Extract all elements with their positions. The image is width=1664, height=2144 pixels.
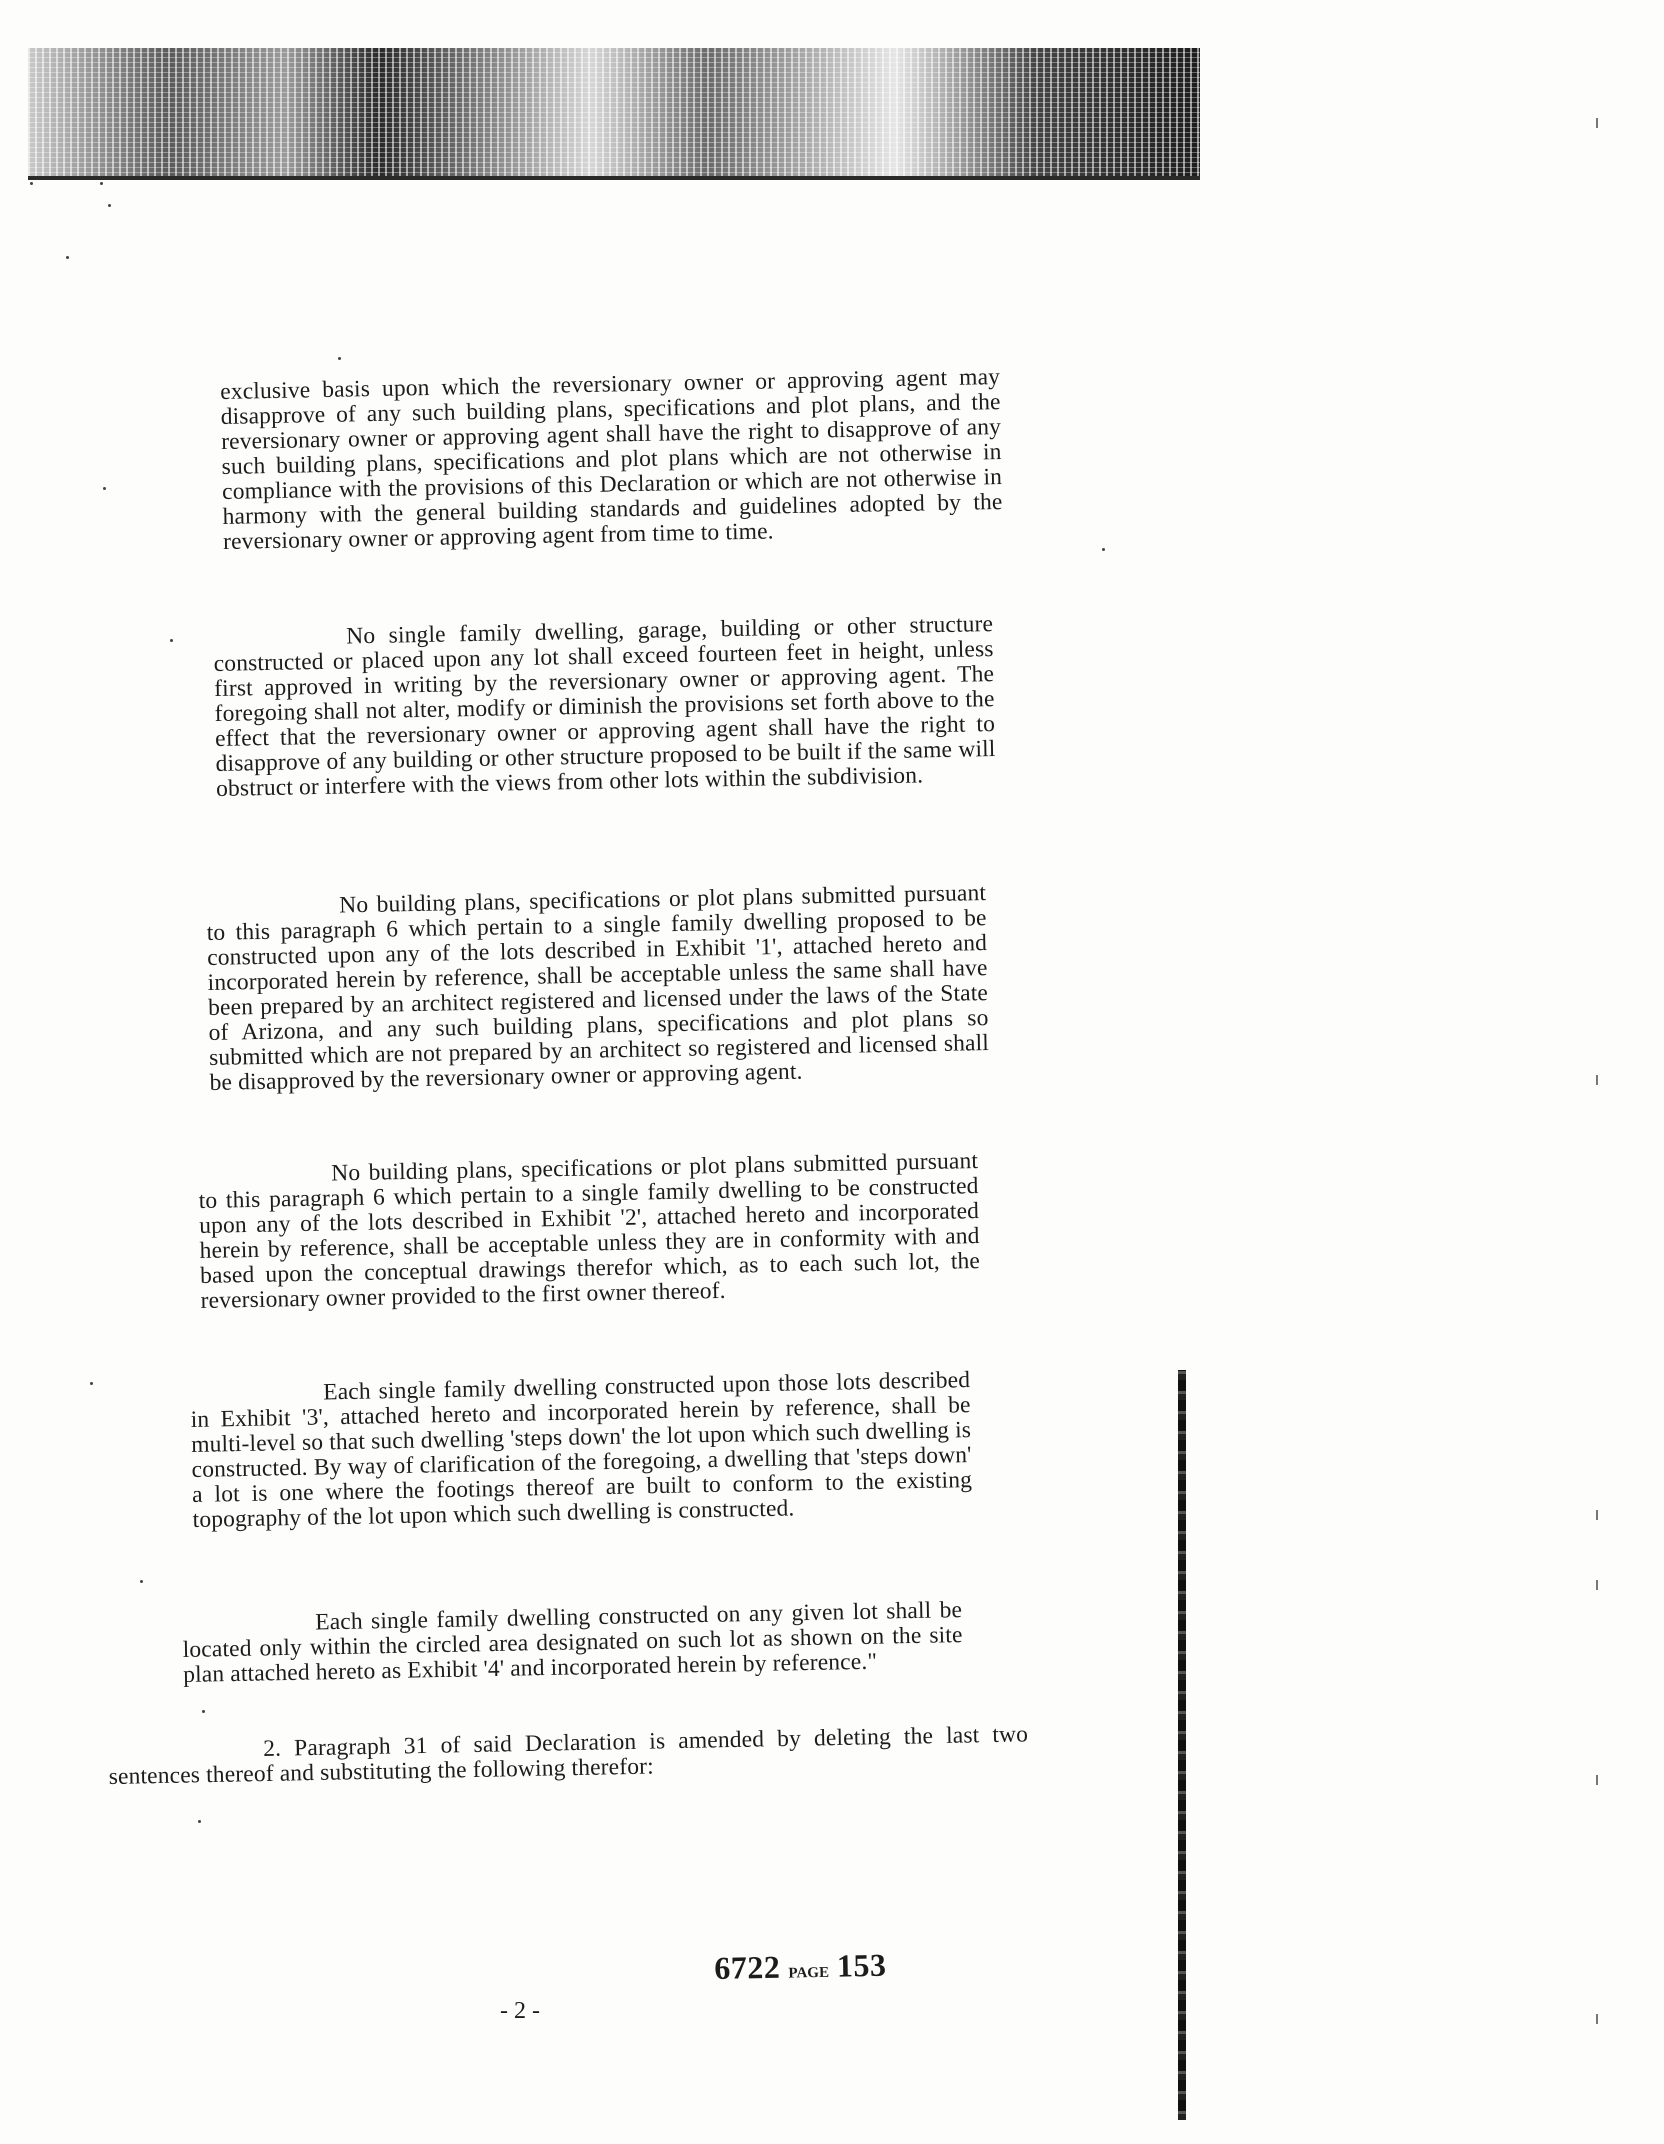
scan-speck bbox=[202, 1710, 205, 1713]
paragraph-height-limit: No single family dwelling, garage, building or other structure constructed or placed upon any lot shall exceed fourteen feet in height, unless first approved in writing by the reversionary owner or approving agent. The foregoing shall not alter, modify or diminish the provisions set forth above to the effect that the reversionary owner or approving agent shall have the right to disapprove of any building or other structure proposed to be built if the same will obstruct or interfere with the views from other lots within the subdivision. bbox=[213, 611, 996, 802]
book-page: 153 bbox=[836, 1946, 887, 1984]
scan-speck bbox=[1102, 548, 1105, 551]
paragraph-circled-area: Each single family dwelling constructed on any given lot shall be located only within the circled area designated on such lot as shown on the site plan attached hereto as Exhibit '4' and incorporated herein by reference." bbox=[182, 1597, 963, 1688]
page-number: - 2 - bbox=[500, 1998, 540, 2024]
margin-tick bbox=[1596, 1075, 1598, 1085]
paragraph-architect-requirement: No building plans, specifications or plot plans submitted pursuant to this paragraph 6 which pertain to a single family dwelling proposed to be constructed upon any of the lots described in Exhibit '1', attached hereto and incorporated herein by reference, shall be acceptable unless the same shall have been prepared by an architect registered and licensed under the laws of the State of Arizona, and any such building plans, specifications and plot plans so submitted which are not prepared by an architect so registered and licensed shall be disapproved by the reversionary owner or approving agent. bbox=[206, 880, 990, 1096]
book-number: 6722 bbox=[714, 1948, 781, 1986]
margin-tick bbox=[1596, 1775, 1598, 1785]
scan-edge-line bbox=[28, 176, 1200, 180]
scan-speck bbox=[170, 639, 173, 642]
scan-speck bbox=[338, 357, 341, 360]
paragraph-multi-level: Each single family dwelling constructed upon those lots described in Exhibit '3', attached hereto and incorporated herein by reference, shall be multi-level so that such dwelling 'steps down' the lot upon which such dwelling is constructed. By way of clarification of the foregoing, a dwelling that 'steps down' a lot is one where the footings thereof are built to conform to the existing topography of the lot upon which such dwelling is constructed. bbox=[190, 1367, 973, 1533]
scan-speck bbox=[103, 487, 106, 490]
margin-tick bbox=[1596, 2014, 1598, 2024]
binding-edge bbox=[1178, 1370, 1186, 2120]
recording-stamp bbox=[714, 1947, 887, 1987]
margin-tick bbox=[1596, 1510, 1598, 1520]
scan-speck bbox=[90, 1382, 93, 1385]
scan-speck bbox=[30, 182, 33, 185]
paragraph-continuation: exclusive basis upon which the reversionary owner or approving agent may disapprove of any such building plans, specifications and plot plans, and the reversionary owner or approving agent shall have the right to disapprove of any such building plans, specifications and plot plans which are not otherwise in compliance with the provisions of this Declaration or which are not otherwise in harmony with the general building standards and guidelines adopted by the reversionary owner or approving agent from time to time. bbox=[219, 364, 1003, 555]
scan-speck bbox=[198, 1820, 201, 1823]
page-word: PAGE bbox=[788, 1964, 830, 1982]
margin-tick bbox=[1596, 118, 1598, 128]
scan-speck bbox=[108, 204, 111, 207]
scan-speck bbox=[66, 256, 69, 259]
scan-speck bbox=[140, 1580, 143, 1583]
scan-speck bbox=[100, 182, 103, 185]
paragraph-conceptual-drawings: No building plans, specifications or plot plans submitted pursuant to this paragraph 6 which pertain to a single family dwelling to be constructed upon any of the lots described in Exhibit '2', attached hereto and incorporated herein by reference, shall be acceptable unless they are in conformity with and based upon the conceptual drawings therefor which, as to each such lot, the reversionary owner provided to the first owner thereof. bbox=[198, 1148, 981, 1314]
scan-noise-band bbox=[28, 48, 1200, 178]
paragraph-amendment-31: 2. Paragraph 31 of said Declaration is amended by deleting the last two sentences thereof and substituting the following therefor: bbox=[108, 1721, 1029, 1790]
margin-tick bbox=[1596, 1580, 1598, 1590]
